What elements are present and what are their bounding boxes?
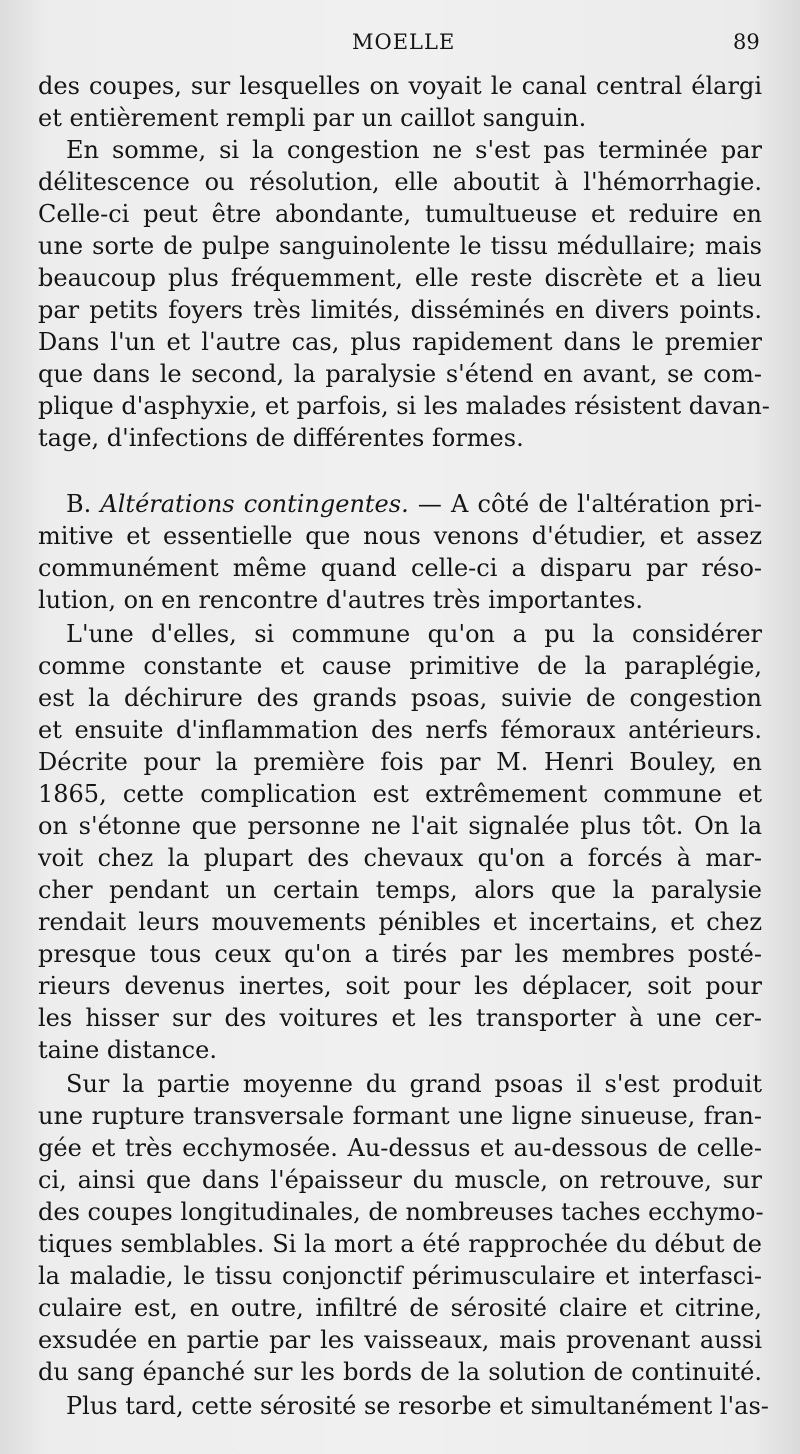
text-line: du sang épanché sur les bords de la solution de continuité. xyxy=(38,1358,762,1386)
running-title: MOELLE xyxy=(352,30,456,54)
section-title: Altérations contingentes. xyxy=(100,490,409,518)
text-line: L'une d'elles, si commune qu'on a pu la considérer xyxy=(66,620,762,648)
text-line: délitescence ou résolution, elle aboutit à l'hémorrhagie. xyxy=(38,168,762,196)
text-line: Celle-ci peut être abondante, tumultueuse et reduire en xyxy=(38,200,762,228)
text-line: et ensuite d'inflammation des nerfs fémoraux antérieurs. xyxy=(38,716,762,744)
text-line: par petits foyers très limités, disséminés en divers points. xyxy=(38,296,762,324)
text-line: En somme, si la congestion ne s'est pas terminée par xyxy=(66,136,762,164)
text-line: exsudée en partie par les vaisseaux, mais provenant aussi xyxy=(38,1326,762,1354)
text-line: culaire est, en outre, infiltré de sérosité claire et citrine, xyxy=(38,1294,762,1322)
text-line: gée et très ecchymosée. Au-dessus et au-dessous de celle- xyxy=(38,1134,762,1162)
text-line: une rupture transversale formant une ligne sinueuse, fran- xyxy=(38,1102,762,1130)
text-line: une sorte de pulpe sanguinolente le tissu médullaire; mais xyxy=(38,232,762,260)
text-line: 1865, cette complication est extrêmement commune et xyxy=(38,780,762,808)
text-line: tage, d'infections de différentes formes. xyxy=(38,424,524,452)
text-line: rieurs devenus inertes, soit pour les déplacer, soit pour xyxy=(38,972,762,1000)
text-line: presque tous ceux qu'on a tirés par les membres posté- xyxy=(38,940,762,968)
page-number: 89 xyxy=(733,30,760,54)
text-line: Décrite pour la première fois par M. Henri Bouley, en xyxy=(38,748,762,776)
text-line: la maladie, le tissu conjonctif périmusculaire et interfasci- xyxy=(38,1262,762,1290)
text-line: tiques semblables. Si la mort a été rapprochée du début de xyxy=(38,1230,762,1258)
text-line: voit chez la plupart des chevaux qu'on a forcés à mar- xyxy=(38,844,762,872)
section-heading-line xyxy=(38,488,762,520)
text-line: que dans le second, la paralysie s'étend en avant, se com- xyxy=(38,360,762,388)
text-line: et entièrement rempli par un caillot sanguin. xyxy=(38,104,587,132)
text-line: des coupes, sur lesquelles on voyait le canal central élargi xyxy=(38,72,762,100)
text-line: les hisser sur des voitures et les transporter à une cer- xyxy=(38,1004,762,1032)
text-line: Dans l'un et l'autre cas, plus rapidement dans le premier xyxy=(38,328,762,356)
text-line: comme constante et cause primitive de la paraplégie, xyxy=(38,652,762,680)
text-line: Plus tard, cette sérosité se resorbe et simultanément l'as- xyxy=(66,1392,769,1420)
text-line: rendait leurs mouvements pénibles et incertains, et chez xyxy=(38,908,762,936)
text-line: Sur la partie moyenne du grand psoas il s'est produit xyxy=(66,1070,762,1098)
text-line: on s'étonne que personne ne l'ait signalée plus tôt. On la xyxy=(38,812,762,840)
text-line: beaucoup plus fréquemment, elle reste discrète et a lieu xyxy=(38,264,762,292)
text-line: plique d'asphyxie, et parfois, si les malades résistent davan- xyxy=(38,392,770,420)
text-line: — A côté de l'altération pri- xyxy=(417,490,762,518)
text-line: est la déchirure des grands psoas, suivie de congestion xyxy=(38,684,762,712)
text-line: taine distance. xyxy=(38,1036,217,1064)
text-line: communément même quand celle-ci a disparu par réso- xyxy=(38,554,762,582)
text-line: ci, ainsi que dans l'épaisseur du muscle, on retrouve, sur xyxy=(38,1166,762,1194)
text-line: cher pendant un certain temps, alors que la paralysie xyxy=(38,876,762,904)
text-line: mitive et essentielle que nous venons d'étudier, et assez xyxy=(38,522,762,550)
running-head xyxy=(0,30,800,60)
section-label: B. xyxy=(66,490,92,518)
text-line: lution, on en rencontre d'autres très importantes. xyxy=(38,586,644,614)
text-line: des coupes longitudinales, de nombreuses taches ecchymo- xyxy=(38,1198,764,1226)
